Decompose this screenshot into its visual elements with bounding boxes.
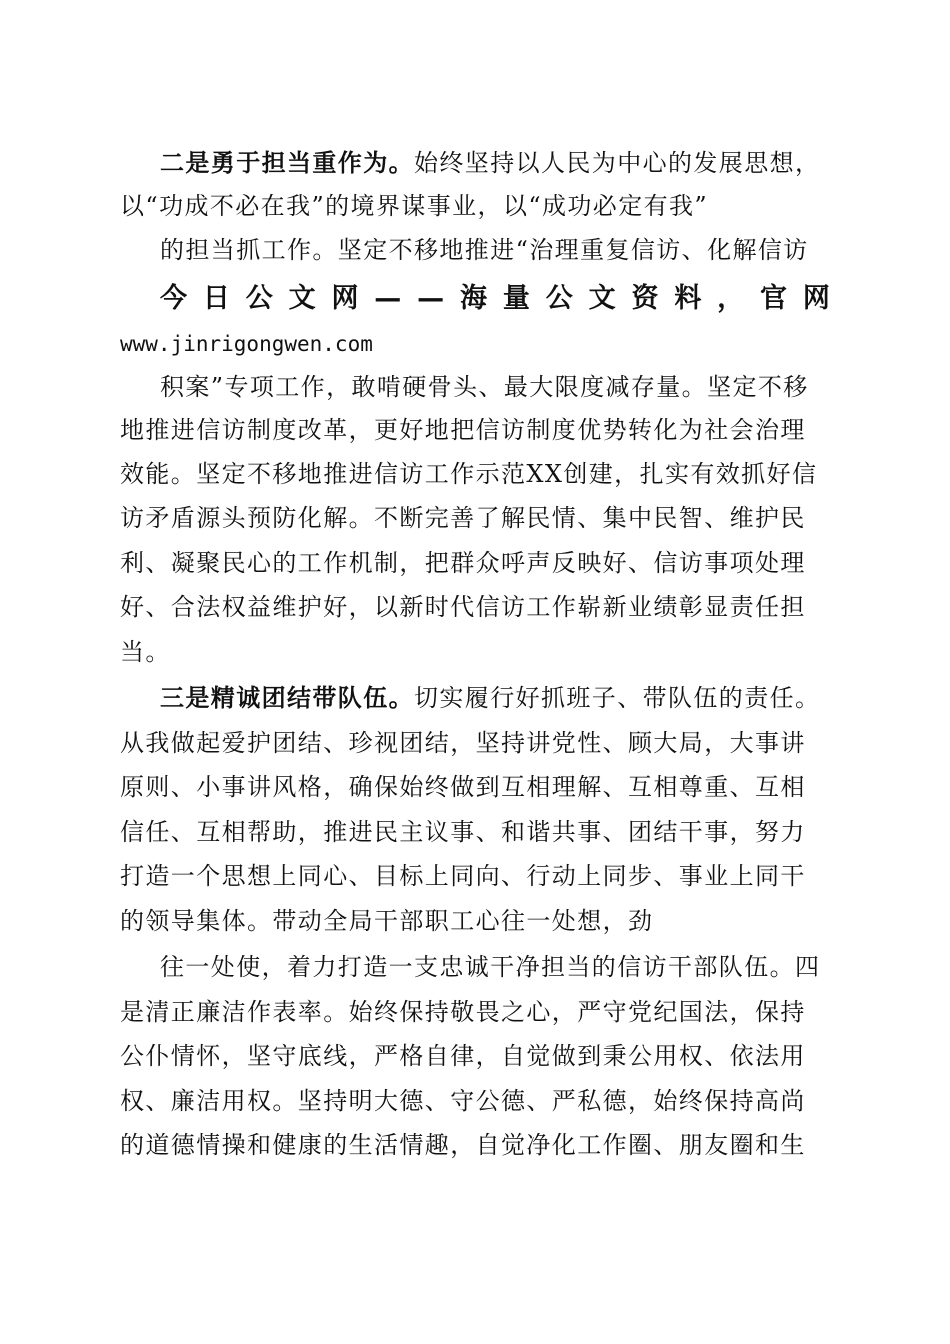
paragraph-3-lead: 三是精诚团结带队伍。: [160, 683, 414, 712]
banner-char: 文: [588, 283, 616, 314]
banner-char: —: [374, 283, 402, 314]
banner-char: 网: [802, 283, 830, 314]
banner-char: 网: [331, 283, 359, 314]
paragraph-line: 打造一个思想上同心、目标上同向、行动上同步、事业上同干: [120, 862, 806, 890]
banner-char: 量: [502, 283, 530, 314]
banner-char: —: [417, 283, 445, 314]
paragraph-line: 当。: [120, 638, 171, 666]
paragraph-line: 利、凝聚民心的工作机制，把群众呼声反映好、信访事项处理: [120, 549, 806, 577]
paragraph-line: 从我做起爱护团结、珍视团结，坚持讲党性、顾大局，大事讲: [120, 729, 806, 757]
paragraph-3-line-1: [160, 683, 830, 713]
paragraph-line: 好、合法权益维护好，以新时代信访工作崭新业绩彰显责任担: [120, 593, 806, 621]
paragraph-line: 地推进信访制度改革，更好地把信访制度优势转化为社会治理: [120, 416, 806, 444]
banner-char: 料: [674, 283, 702, 314]
paragraph-line: 公仆情怀，坚守底线，严格自律，自觉做到秉公用权、依法用: [120, 1042, 806, 1070]
paragraph-3-line-1-text: 切实履行好抓班子、带队伍的责任。: [414, 684, 821, 712]
banner-char: 公: [545, 283, 573, 314]
paragraph-line: 信任、互相帮助，推进民主议事、和谐共事、团结干事，努力: [120, 818, 806, 846]
paragraph-line: 权、廉洁用权。坚持明大德、守公德、严私德，始终保持高尚: [120, 1087, 806, 1115]
paragraph-2-lead: 二是勇于担当重作为。: [160, 148, 414, 177]
paragraph-line: 访矛盾源头预防化解。不断完善了解民情、集中民智、维护民: [120, 504, 806, 532]
paragraph-line: 的道德情操和健康的生活情趣，自觉净化工作圈、朋友圈和生: [120, 1131, 806, 1159]
paragraph-2-line-1: [160, 148, 830, 178]
site-banner: [160, 283, 830, 315]
paragraph-line: 积案”专项工作，敢啃硬骨头、最大限度减存量。坚定不移: [160, 373, 809, 401]
paragraph-line: 的领导集体。带动全局干部职工心往一处想，劲: [120, 907, 654, 935]
site-url: www.jinrigongwen.com: [120, 332, 373, 356]
banner-char: 文: [288, 283, 316, 314]
paragraph-line: 是清正廉洁作表率。始终保持敬畏之心，严守党纪国法，保持: [120, 998, 806, 1026]
paragraph-2-line-1-text: 始终坚持以人民为中心的发展思想，: [414, 149, 821, 177]
paragraph-4-line-1: 往一处使，着力打造一支忠诚干净担当的信访干部队伍。四: [160, 953, 821, 981]
paragraph-2-line-3: 的担当抓工作。坚定不移地推进“治理重复信访、化解信访: [160, 236, 809, 264]
banner-char: 公: [245, 283, 273, 314]
banner-char: ，: [717, 283, 745, 314]
banner-char: 海: [460, 283, 488, 314]
banner-char: 今: [160, 283, 187, 314]
paragraph-line: 原则、小事讲风格，确保始终做到互相理解、互相尊重、互相: [120, 773, 806, 801]
paragraph-2-line-2: 以“功成不必在我”的境界谋事业，以“成功必定有我”: [120, 192, 709, 220]
paragraph-line: 效能。坚定不移地推进信访工作示范XX创建，扎实有效抓好信: [120, 460, 818, 488]
banner-char: 官: [760, 283, 788, 314]
banner-char: 资: [631, 283, 659, 314]
banner-char: 日: [202, 283, 230, 314]
